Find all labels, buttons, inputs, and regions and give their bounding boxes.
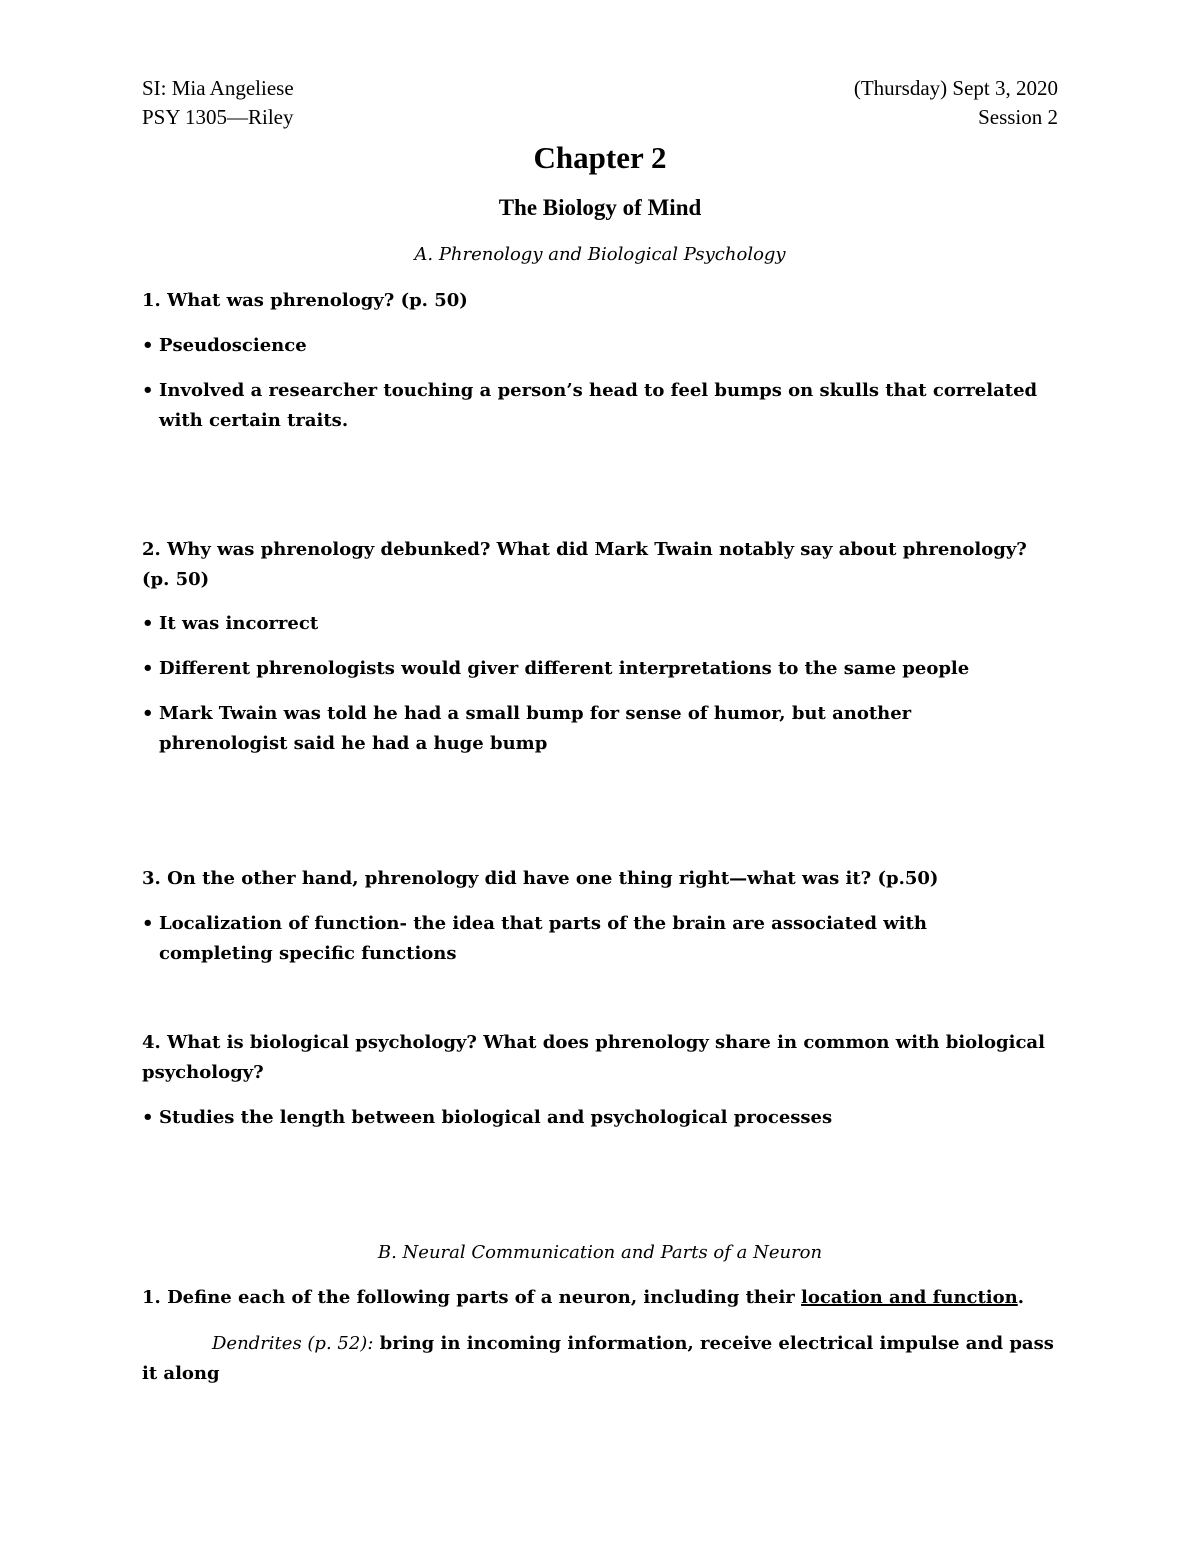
answer-a2-3 <box>142 699 1042 759</box>
answer-a3-1 <box>142 909 1042 969</box>
question-b1 <box>142 1283 1058 1313</box>
answer-a2-1 <box>142 609 1042 639</box>
question-text: On the other hand, phrenology did have one thing right—what was it? (p.50) <box>160 868 939 889</box>
question-a2 <box>142 535 1058 595</box>
answer-text: Localization of function- the idea that parts of the brain are associated with completing specific functions <box>159 913 927 964</box>
answer-a1-2 <box>142 376 1042 436</box>
answer-a2-2 <box>142 654 1042 684</box>
question-text: Why was phrenology debunked? What did Mark Twain notably say about phrenology? (p. 50) <box>142 539 1027 590</box>
question-text: What was phrenology? (p. 50) <box>160 290 468 311</box>
bullet-icon: • <box>142 1107 154 1128</box>
bullet-icon: • <box>142 658 154 679</box>
definition-text: bring in incoming information, receive electrical impulse and pass it along <box>142 1333 1054 1384</box>
session-number: Session 2 <box>978 105 1058 129</box>
bullet-icon: • <box>142 335 154 356</box>
answer-a1-1 <box>142 331 1042 361</box>
question-number: 1. <box>142 290 161 311</box>
bullet-icon: • <box>142 913 154 934</box>
question-a1 <box>142 286 1058 316</box>
bullet-icon: • <box>142 613 154 634</box>
bullet-icon: • <box>142 380 154 401</box>
question-number: 1. <box>142 1287 161 1308</box>
bullet-icon: • <box>142 703 154 724</box>
header-row-1 <box>142 74 1058 102</box>
question-text: Define each of the following parts of a neuron, including their <box>160 1287 802 1308</box>
answer-text: Pseudoscience <box>159 335 307 356</box>
answer-text: Involved a researcher touching a person’s head to feel bumps on skulls that correlated with certain traits. <box>159 380 1038 431</box>
answer-text: Different phrenologists would giver different interpretations to the same people <box>159 658 970 679</box>
answer-text: Mark Twain was told he had a small bump for sense of humor, but another phrenologist said he had a huge bump <box>159 703 912 754</box>
section-heading-b: B. Neural Communication and Parts of a Neuron <box>377 1242 823 1263</box>
answer-a4-1 <box>142 1103 1042 1133</box>
course-name: PSY 1305—Riley <box>142 105 294 129</box>
definition-dendrites <box>142 1329 1058 1389</box>
question-number: 4. <box>142 1032 161 1053</box>
answer-text: It was incorrect <box>159 613 319 634</box>
question-text: What is biological psychology? What does phrenology share in common with biological psychology? <box>142 1032 1045 1083</box>
session-date: (Thursday) Sept 3, 2020 <box>853 76 1058 100</box>
chapter-title: Chapter 2 <box>533 140 667 175</box>
question-period: . <box>1017 1287 1025 1308</box>
question-number: 2. <box>142 539 161 560</box>
answer-text: Studies the length between biological and psychological processes <box>159 1107 833 1128</box>
section-heading-a: A. Phrenology and Biological Psychology <box>414 244 786 265</box>
header-row-2 <box>142 103 1058 131</box>
question-number: 3. <box>142 868 161 889</box>
underlined-phrase: location and function <box>801 1287 1018 1308</box>
question-a3 <box>142 864 1058 894</box>
term-dendrites: Dendrites (p. 52): <box>212 1333 374 1354</box>
si-name: SI: Mia Angeliese <box>142 76 294 100</box>
chapter-subtitle: The Biology of Mind <box>498 195 702 220</box>
question-a4 <box>142 1028 1058 1088</box>
